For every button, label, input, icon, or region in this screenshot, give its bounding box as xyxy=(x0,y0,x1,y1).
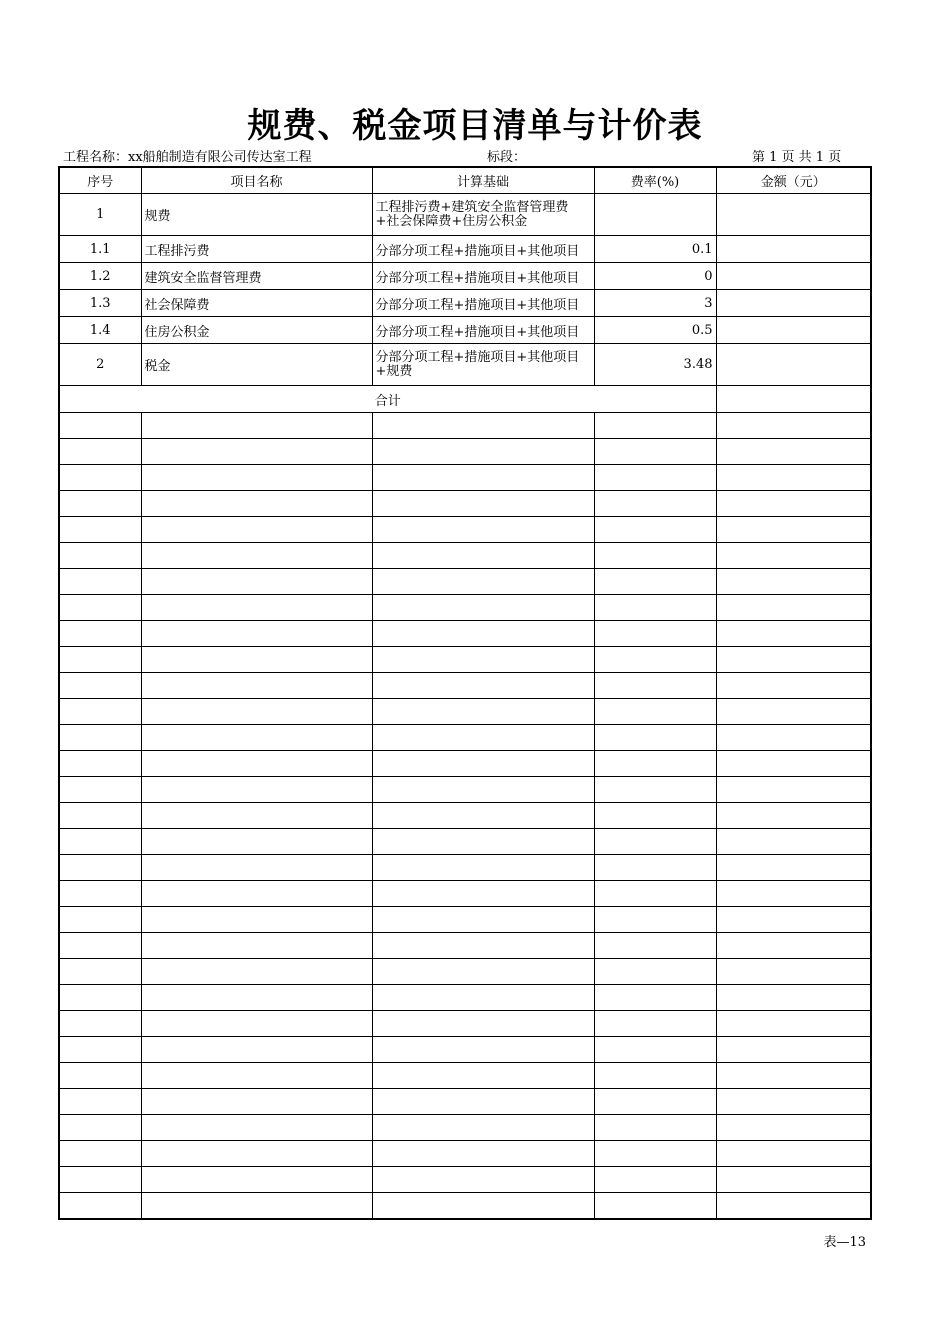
empty-cell xyxy=(372,621,594,647)
table-header-row xyxy=(59,167,871,194)
row-basis: 工程排污费+建筑安全监督管理费+社会保障费+住房公积金 xyxy=(372,194,594,236)
empty-cell xyxy=(141,829,372,855)
row-rate: 3 xyxy=(594,290,716,317)
table-row xyxy=(59,290,871,317)
empty-cell xyxy=(372,855,594,881)
empty-cell xyxy=(594,1167,716,1193)
empty-row xyxy=(59,933,871,959)
row-no: 2 xyxy=(59,344,141,386)
empty-cell xyxy=(59,647,141,673)
empty-cell xyxy=(59,1037,141,1063)
column-header-name: 项目名称 xyxy=(141,167,372,194)
empty-cell xyxy=(141,725,372,751)
row-basis: 分部分项工程+措施项目+其他项目 xyxy=(372,263,594,290)
empty-cell xyxy=(716,1037,871,1063)
table-row xyxy=(59,236,871,263)
empty-cell xyxy=(372,465,594,491)
empty-cell xyxy=(372,673,594,699)
empty-cell xyxy=(716,933,871,959)
empty-cell xyxy=(372,1011,594,1037)
empty-cell xyxy=(141,1141,372,1167)
empty-cell xyxy=(594,751,716,777)
page-number: 第 1 页 共 1 页 xyxy=(752,150,842,165)
project-label: 工程名称： xyxy=(63,150,129,165)
project-info xyxy=(63,146,312,165)
empty-row xyxy=(59,829,871,855)
row-rate xyxy=(594,194,716,236)
empty-cell xyxy=(372,647,594,673)
empty-cell xyxy=(141,621,372,647)
empty-cell xyxy=(59,985,141,1011)
empty-row xyxy=(59,621,871,647)
empty-cell xyxy=(372,1089,594,1115)
empty-cell xyxy=(594,881,716,907)
empty-cell xyxy=(594,1063,716,1089)
empty-cell xyxy=(141,777,372,803)
empty-cell xyxy=(716,439,871,465)
section-info xyxy=(487,146,526,165)
row-no: 1.2 xyxy=(59,263,141,290)
empty-cell xyxy=(141,1115,372,1141)
empty-cell xyxy=(59,907,141,933)
empty-cell xyxy=(716,413,871,439)
empty-cell xyxy=(59,673,141,699)
empty-cell xyxy=(594,543,716,569)
empty-cell xyxy=(59,933,141,959)
total-label: 合计 xyxy=(59,386,716,413)
row-amount xyxy=(716,290,871,317)
empty-cell xyxy=(594,413,716,439)
empty-cell xyxy=(141,465,372,491)
empty-cell xyxy=(372,1115,594,1141)
empty-cell xyxy=(141,569,372,595)
empty-cell xyxy=(141,1193,372,1220)
table-number: 表—13 xyxy=(823,1235,866,1250)
empty-cell xyxy=(594,933,716,959)
empty-cell xyxy=(716,699,871,725)
empty-cell xyxy=(716,959,871,985)
empty-cell xyxy=(716,517,871,543)
table-row xyxy=(59,194,871,236)
empty-cell xyxy=(141,803,372,829)
empty-row xyxy=(59,465,871,491)
empty-cell xyxy=(716,855,871,881)
empty-cell xyxy=(372,907,594,933)
empty-cell xyxy=(716,725,871,751)
empty-cell xyxy=(141,543,372,569)
empty-cell xyxy=(372,1193,594,1220)
empty-cell xyxy=(59,751,141,777)
row-amount xyxy=(716,344,871,386)
empty-cell xyxy=(59,1167,141,1193)
empty-cell xyxy=(141,751,372,777)
empty-row xyxy=(59,777,871,803)
table-row xyxy=(59,263,871,290)
empty-cell xyxy=(141,933,372,959)
empty-cell xyxy=(372,517,594,543)
empty-row xyxy=(59,725,871,751)
empty-cell xyxy=(372,569,594,595)
empty-cell xyxy=(594,491,716,517)
empty-cell xyxy=(59,517,141,543)
row-basis: 分部分项工程+措施项目+其他项目 xyxy=(372,290,594,317)
empty-cell xyxy=(141,1089,372,1115)
row-no: 1.3 xyxy=(59,290,141,317)
empty-row xyxy=(59,1141,871,1167)
empty-cell xyxy=(59,699,141,725)
empty-row xyxy=(59,751,871,777)
empty-cell xyxy=(716,907,871,933)
empty-row xyxy=(59,673,871,699)
table-row xyxy=(59,317,871,344)
row-name: 住房公积金 xyxy=(141,317,372,344)
empty-cell xyxy=(141,673,372,699)
empty-cell xyxy=(141,595,372,621)
row-basis: 分部分项工程+措施项目+其他项目 xyxy=(372,236,594,263)
row-amount xyxy=(716,236,871,263)
empty-cell xyxy=(59,777,141,803)
empty-cell xyxy=(594,569,716,595)
row-rate: 3.48 xyxy=(594,344,716,386)
empty-cell xyxy=(372,1141,594,1167)
empty-cell xyxy=(59,1011,141,1037)
empty-row xyxy=(59,1115,871,1141)
row-name: 税金 xyxy=(141,344,372,386)
empty-cell xyxy=(59,569,141,595)
row-amount xyxy=(716,317,871,344)
empty-row xyxy=(59,985,871,1011)
empty-cell xyxy=(59,439,141,465)
empty-cell xyxy=(141,647,372,673)
empty-cell xyxy=(59,725,141,751)
empty-cell xyxy=(59,491,141,517)
row-basis: 分部分项工程+措施项目+其他项目 xyxy=(372,317,594,344)
empty-cell xyxy=(594,439,716,465)
empty-cell xyxy=(372,777,594,803)
empty-cell xyxy=(716,1167,871,1193)
empty-cell xyxy=(372,1063,594,1089)
empty-cell xyxy=(594,673,716,699)
empty-row xyxy=(59,1063,871,1089)
empty-cell xyxy=(59,855,141,881)
empty-cell xyxy=(372,1037,594,1063)
empty-cell xyxy=(141,1167,372,1193)
empty-cell xyxy=(59,1063,141,1089)
empty-cell xyxy=(716,985,871,1011)
empty-cell xyxy=(716,543,871,569)
empty-cell xyxy=(594,829,716,855)
empty-cell xyxy=(59,803,141,829)
empty-cell xyxy=(594,517,716,543)
empty-cell xyxy=(59,595,141,621)
empty-cell xyxy=(594,621,716,647)
empty-cell xyxy=(594,855,716,881)
empty-cell xyxy=(716,465,871,491)
column-header-amount: 金额（元） xyxy=(716,167,871,194)
empty-cell xyxy=(372,803,594,829)
empty-cell xyxy=(59,1141,141,1167)
empty-cell xyxy=(59,621,141,647)
empty-cell xyxy=(716,777,871,803)
empty-cell xyxy=(594,647,716,673)
empty-cell xyxy=(59,1193,141,1220)
empty-cell xyxy=(594,1115,716,1141)
empty-cell xyxy=(141,413,372,439)
empty-row xyxy=(59,595,871,621)
empty-cell xyxy=(59,543,141,569)
empty-cell xyxy=(594,1037,716,1063)
empty-cell xyxy=(141,855,372,881)
section-label: 标段： xyxy=(487,150,527,165)
empty-cell xyxy=(141,959,372,985)
column-header-basis: 计算基础 xyxy=(372,167,594,194)
empty-cell xyxy=(716,829,871,855)
empty-cell xyxy=(141,517,372,543)
row-no: 1.4 xyxy=(59,317,141,344)
empty-cell xyxy=(594,959,716,985)
row-amount xyxy=(716,194,871,236)
empty-cell xyxy=(594,699,716,725)
empty-cell xyxy=(372,829,594,855)
empty-cell xyxy=(594,725,716,751)
empty-cell xyxy=(141,1063,372,1089)
empty-cell xyxy=(716,1011,871,1037)
empty-cell xyxy=(141,439,372,465)
empty-cell xyxy=(716,1115,871,1141)
column-header-rate: 费率(%) xyxy=(594,167,716,194)
empty-row xyxy=(59,517,871,543)
empty-row xyxy=(59,491,871,517)
row-name: 工程排污费 xyxy=(141,236,372,263)
empty-cell xyxy=(372,699,594,725)
empty-cell xyxy=(141,1011,372,1037)
row-rate: 0.5 xyxy=(594,317,716,344)
empty-cell xyxy=(59,1089,141,1115)
empty-cell xyxy=(372,413,594,439)
empty-row xyxy=(59,959,871,985)
empty-cell xyxy=(594,1089,716,1115)
empty-cell xyxy=(716,1141,871,1167)
page-title: 规费、税金项目清单与计价表 xyxy=(247,106,703,146)
empty-row xyxy=(59,543,871,569)
empty-cell xyxy=(59,959,141,985)
empty-cell xyxy=(594,595,716,621)
empty-cell xyxy=(594,1141,716,1167)
empty-row xyxy=(59,647,871,673)
row-basis: 分部分项工程+措施项目+其他项目+规费 xyxy=(372,344,594,386)
empty-cell xyxy=(594,803,716,829)
empty-cell xyxy=(372,751,594,777)
empty-cell xyxy=(594,465,716,491)
fee-tax-table xyxy=(58,166,872,1220)
empty-cell xyxy=(594,777,716,803)
empty-cell xyxy=(716,621,871,647)
empty-cell xyxy=(594,907,716,933)
empty-cell xyxy=(372,439,594,465)
empty-row xyxy=(59,1037,871,1063)
empty-row xyxy=(59,569,871,595)
empty-cell xyxy=(141,699,372,725)
empty-row xyxy=(59,855,871,881)
empty-cell xyxy=(372,1167,594,1193)
empty-cell xyxy=(594,1193,716,1220)
empty-cell xyxy=(141,881,372,907)
row-name: 社会保障费 xyxy=(141,290,372,317)
total-row xyxy=(59,386,871,413)
empty-cell xyxy=(59,881,141,907)
empty-cell xyxy=(716,569,871,595)
empty-cell xyxy=(141,1037,372,1063)
empty-cell xyxy=(372,881,594,907)
empty-cell xyxy=(372,491,594,517)
empty-cell xyxy=(716,881,871,907)
empty-cell xyxy=(716,647,871,673)
row-no: 1.1 xyxy=(59,236,141,263)
empty-cell xyxy=(716,751,871,777)
empty-cell xyxy=(594,1011,716,1037)
empty-cell xyxy=(372,725,594,751)
empty-row xyxy=(59,439,871,465)
empty-cell xyxy=(141,985,372,1011)
row-amount xyxy=(716,263,871,290)
empty-cell xyxy=(716,803,871,829)
empty-cell xyxy=(141,491,372,517)
empty-cell xyxy=(716,1193,871,1220)
row-rate: 0 xyxy=(594,263,716,290)
empty-cell xyxy=(716,673,871,699)
empty-cell xyxy=(372,959,594,985)
empty-cell xyxy=(59,1115,141,1141)
empty-cell xyxy=(141,907,372,933)
row-name: 规费 xyxy=(141,194,372,236)
empty-cell xyxy=(716,595,871,621)
empty-cell xyxy=(716,1063,871,1089)
empty-cell xyxy=(716,491,871,517)
row-rate: 0.1 xyxy=(594,236,716,263)
empty-cell xyxy=(372,543,594,569)
empty-cell xyxy=(59,465,141,491)
empty-row xyxy=(59,1011,871,1037)
row-name: 建筑安全监督管理费 xyxy=(141,263,372,290)
empty-row xyxy=(59,907,871,933)
row-no: 1 xyxy=(59,194,141,236)
column-header-no: 序号 xyxy=(59,167,141,194)
empty-cell xyxy=(59,413,141,439)
empty-row xyxy=(59,1193,871,1220)
empty-row xyxy=(59,881,871,907)
empty-cell xyxy=(594,985,716,1011)
empty-row xyxy=(59,1089,871,1115)
total-amount xyxy=(716,386,871,413)
table-row xyxy=(59,344,871,386)
empty-row xyxy=(59,1167,871,1193)
empty-cell xyxy=(372,933,594,959)
empty-row xyxy=(59,413,871,439)
empty-cell xyxy=(716,1089,871,1115)
empty-cell xyxy=(59,829,141,855)
empty-cell xyxy=(372,985,594,1011)
project-name: xx船舶制造有限公司传达室工程 xyxy=(128,150,312,165)
empty-cell xyxy=(372,595,594,621)
empty-row xyxy=(59,803,871,829)
empty-row xyxy=(59,699,871,725)
